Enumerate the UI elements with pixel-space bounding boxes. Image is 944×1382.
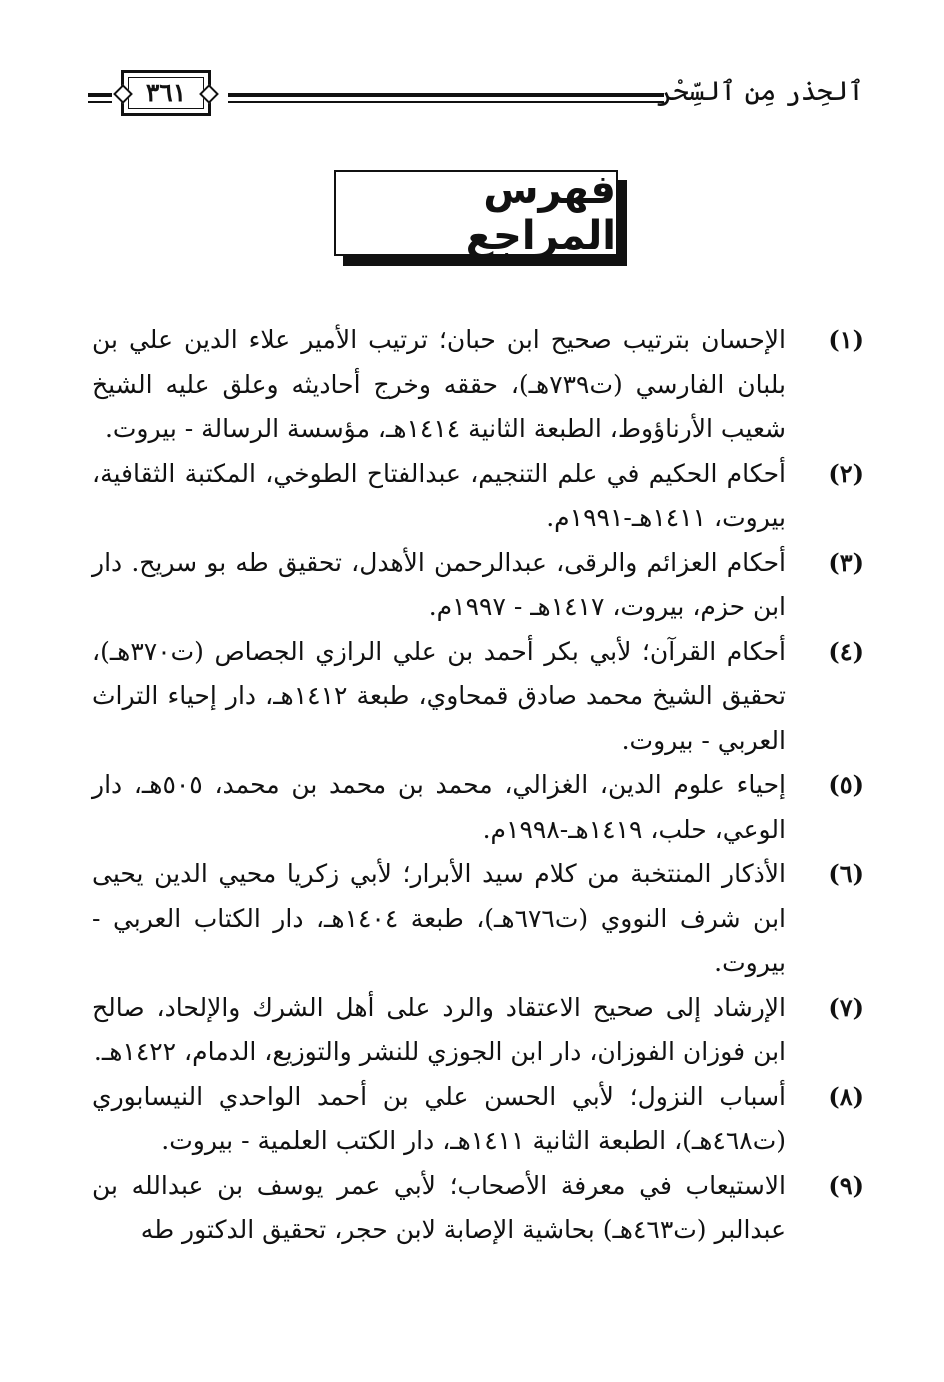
reference-entry [92,1075,864,1164]
reference-text: أحكام الحكيم في علم التنجيم، عبدالفتاح الطوخي، المكتبة الثقافية، بيروت، ١٤١١هـ-١٩٩١م. [92,458,786,532]
reference-number: (٥) [828,770,864,799]
header-rule-left [88,93,112,97]
reference-text: الأذكار المنتخبة من كلام سيد الأبرار؛ لأبي زكريا محيي الدين يحيى ابن شرف النووي (ت٦٧٦هـ)، طبعة ١٤٠٤هـ، دار الكتاب العربي - بيروت. [92,859,786,977]
reference-entry [92,763,864,852]
reference-entry [92,852,864,986]
reference-entry [92,630,864,764]
reference-text: أسباب النزول؛ لأبي الحسن علي بن أحمد الواحدي النيسابوري (ت٤٦٨هـ)، الطبعة الثانية ١٤١١هـ، دار الكتب العلمية - بيروت. [92,1081,786,1155]
reference-number: (٣) [828,547,864,577]
section-title-box [334,167,618,259]
reference-number: (٩) [828,1170,864,1200]
header-rule-right [228,93,664,97]
reference-entry [92,318,864,452]
reference-number: (١) [828,325,864,354]
header-rule-right-thin [228,101,664,103]
header-rule-left-thin [88,101,112,103]
reference-text: أحكام العزائم والرقى، عبدالرحمن الأهدل، تحقيق طه بو سريح. دار ابن حزم، بيروت، ١٤١٧هـ - ١٩٩٧م. [92,547,786,621]
reference-text: أحكام القرآن؛ لأبي بكر أحمد بن علي الرازي الجصاص (ت٣٧٠هـ)، تحقيق الشيخ محمد صادق قمحاوي، طبعة ١٤١٢هـ، دار إحياء التراث العربي - بيروت. [92,636,786,755]
reference-text: الاستيعاب في معرفة الأصحاب؛ لأبي عمر يوسف بن عبدالله بن عبدالبر (ت٤٦٣هـ) بحاشية الإصابة لابن حجر، تحقيق الدكتور طه [92,1170,786,1244]
section-title: فهرس المراجع [465,167,616,259]
reference-number: (٧) [828,992,864,1022]
reference-entry [92,541,864,630]
reference-number: (٤) [828,636,864,666]
reference-entry [92,1164,864,1253]
reference-text: الإحسان بترتيب صحيح ابن حبان؛ ترتيب الأمير علاء الدين علي بن بلبان الفارسي (ت٧٣٩هـ)، حققه وخرج أحاديثه وعلق عليه الشيخ شعيب الأرناؤوط، الطبعة الثانية ١٤١٤هـ، مؤسسة الرسالة - بيروت. [92,325,787,443]
page-number: ٣٦١ [145,78,187,107]
reference-number: (٦) [828,859,864,888]
page-number-frame [121,70,211,116]
reference-text: الإرشاد إلى صحيح الاعتقاد والرد على أهل الشرك والإلحاد، صالح ابن فوزان الفوزان، دار ابن الجوزي للنشر والتوزيع، الدمام، ١٤٢٢هـ. [92,992,786,1066]
running-title: ٱلحِذر مِن ٱلسِّحْر [656,76,864,107]
reference-text: إحياء علوم الدين، الغزالي، محمد بن محمد بن محمد، ٥٠٥هـ، دار الوعي، حلب، ١٤١٩هـ-١٩٩٨م. [92,770,786,844]
reference-entry [92,452,864,541]
reference-number: (٨) [828,1081,864,1111]
references-list [92,318,864,1253]
reference-number: (٢) [828,458,864,488]
reference-entry [92,986,864,1075]
